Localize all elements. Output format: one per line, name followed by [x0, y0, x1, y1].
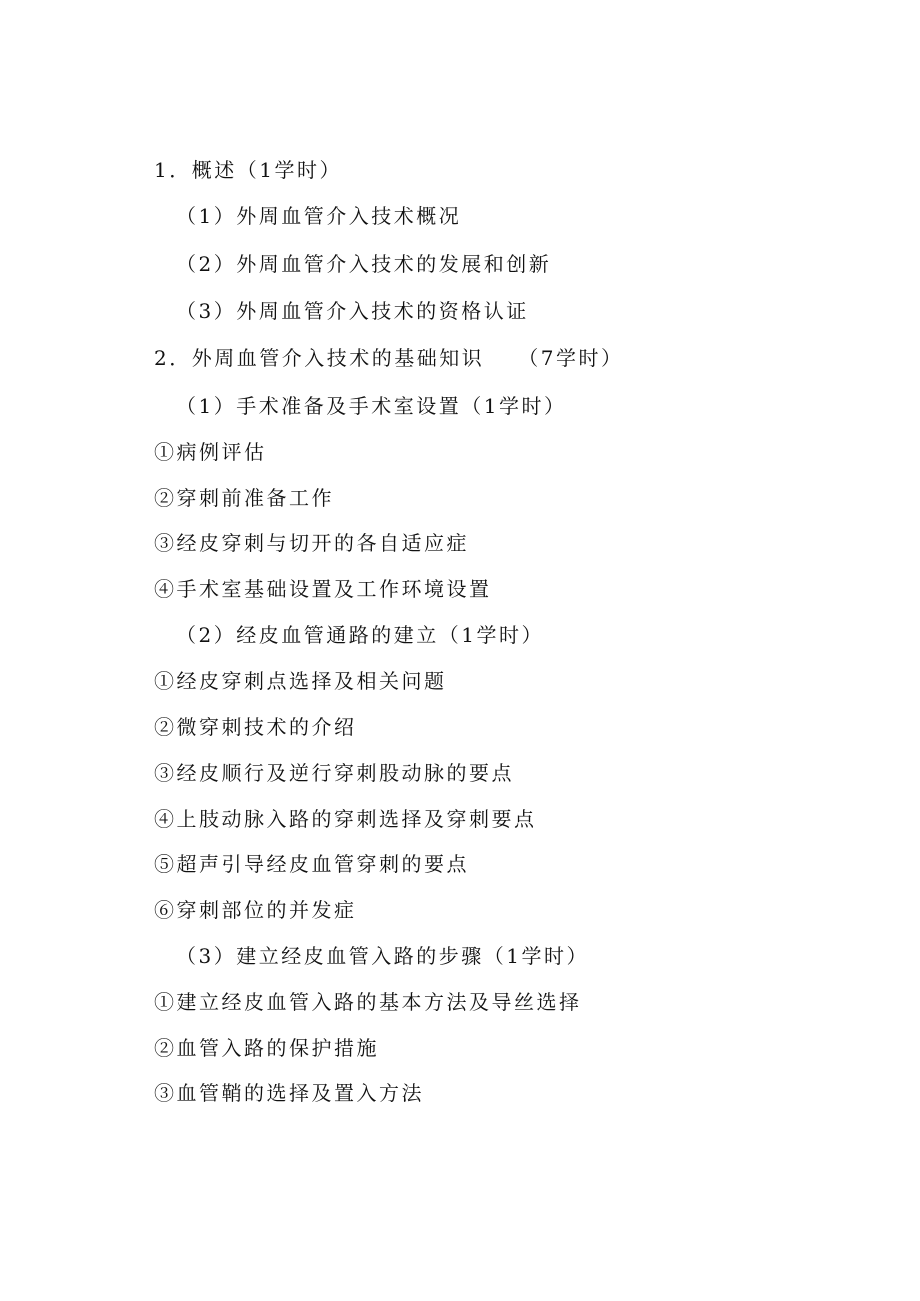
section-2-heading-title: 2．外周血管介入技术的基础知识: [154, 346, 485, 370]
section-2-heading-hours: （7学时）: [518, 346, 624, 370]
subsection-2-3-heading: （3）建立经皮血管入路的步骤（1学时）: [176, 944, 589, 968]
list-item: ②血管入路的保护措施: [154, 1036, 379, 1060]
list-item: ①病例评估: [154, 440, 267, 464]
list-item: ①建立经皮血管入路的基本方法及导丝选择: [154, 990, 582, 1014]
list-item: ③血管鞘的选择及置入方法: [154, 1081, 424, 1105]
list-item: ②微穿刺技术的介绍: [154, 715, 357, 739]
list-item: ④上肢动脉入路的穿刺选择及穿刺要点: [154, 807, 537, 831]
list-item: ⑤超声引导经皮血管穿刺的要点: [154, 852, 469, 876]
section-2-heading: [154, 345, 623, 371]
list-item: ⑥穿刺部位的并发症: [154, 898, 357, 922]
subsection-2-1-heading: （1）手术准备及手术室设置（1学时）: [176, 394, 567, 418]
list-item: ②穿刺前准备工作: [154, 486, 334, 510]
section-1-item-1: （1）外周血管介入技术概况: [176, 204, 462, 228]
section-1-item-3: （3）外周血管介入技术的资格认证: [176, 299, 529, 323]
section-1-heading: 1．概述（1学时）: [154, 158, 342, 182]
list-item: ③经皮顺行及逆行穿刺股动脉的要点: [154, 761, 514, 785]
list-item: ④手术室基础设置及工作环境设置: [154, 577, 492, 601]
subsection-2-2-heading: （2）经皮血管通路的建立（1学时）: [176, 623, 544, 647]
list-item: ③经皮穿刺与切开的各自适应症: [154, 531, 469, 555]
list-item: ①经皮穿刺点选择及相关问题: [154, 669, 447, 693]
section-1-item-2: （2）外周血管介入技术的发展和创新: [176, 252, 552, 276]
